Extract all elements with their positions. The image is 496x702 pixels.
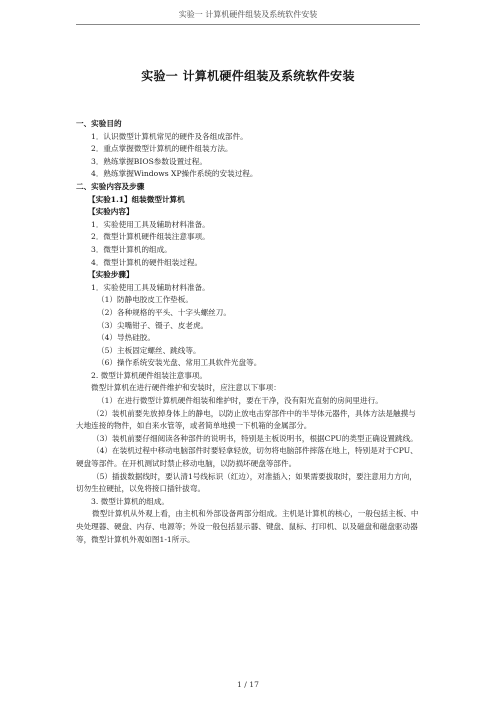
body-line: （2）装机前要先放掉身体上的静电，以防止放电击穿部件中的半导体元器件，具体方法是触摸与大地连接的物件，如自来水管等，或者简单地摸一下机箱的金属部分。 bbox=[76, 408, 416, 431]
subsection-heading: 【实验步骤】 bbox=[88, 270, 134, 280]
body-line: （5）主板固定螺丝、跳线等。 bbox=[97, 345, 201, 355]
section-heading: 一、实验目的 bbox=[76, 119, 122, 128]
subsection-heading: 【实验1.1】组装微型计算机 bbox=[88, 194, 185, 204]
body-line: 微型计算机从外观上看，由主机和外部设备两部分组成。主机是计算机的核心，一般包括主板、中央处理器、硬盘、内存、电源等；外设一般包括显示器、键盘、鼠标、打印机、以及磁盘和磁盘驱动器等，微型计算机外观如图1-1所示。 bbox=[76, 509, 419, 544]
body-line: （3）装机前要仔细阅读各种部件的说明书，特别是主板说明书，根据CPU的类型正确设置跳线。 bbox=[92, 433, 418, 443]
body-line: 4．微型计算机的硬件组装过程。 bbox=[91, 257, 203, 267]
body-line: 1．认识微型计算机常见的硬件及各组成部件。 bbox=[91, 131, 248, 141]
page-title: 实验一 计算机硬件组装及系统软件安装 bbox=[141, 69, 355, 83]
body-line: （2）各种规格的平头、十字头螺丝刀。 bbox=[97, 307, 231, 317]
body-line: （5）插拔数据线时，要认清1号线标识（红边），对准插入；如果需要拔取时，要注意用力方向，切勿生拉硬扯，以免将接口插针拔弯。 bbox=[76, 471, 417, 494]
body-line: 2．微型计算机硬件组装注意事项。 bbox=[91, 232, 210, 242]
body-line: 2. 微型计算机硬件组装注意事项。 bbox=[91, 370, 207, 380]
body-line: （4）导热硅胶。 bbox=[97, 333, 155, 343]
body-line: 2．重点掌握微型计算机的硬件组装方法。 bbox=[91, 144, 233, 154]
page-number: 1 / 17 bbox=[237, 680, 259, 689]
body-line: （1）在进行微型计算机硬件组装和维护时，要在干净，没有阳光直射的房间里进行。 bbox=[97, 396, 383, 406]
body-line: 3. 微型计算机的组成。 bbox=[91, 496, 170, 506]
body-line: （6）操作系统安装光盘、常用工具软件光盘等。 bbox=[97, 358, 262, 368]
body-line: （4）在装机过程中移动电脑部件时要轻拿轻放，切勿将电脑部件摔落在地上，特别是对于CPU、硬盘等部件。在开机测试时禁止移动电脑，以防损坏硬盘等部件。 bbox=[76, 446, 418, 469]
body-line: 3．微型计算机的组成。 bbox=[91, 244, 172, 254]
header-rule bbox=[76, 24, 420, 25]
body-line: 1．实验使用工具及辅助材料准备。 bbox=[91, 282, 210, 292]
section-heading: 二、实验内容及步骤 bbox=[76, 181, 145, 191]
body-line: 微型计算机在进行硬件维护和安装时，应注意以下事项： bbox=[91, 383, 281, 393]
body-line: 4．熟练掌握Windows XP操作系统的安装过程。 bbox=[91, 169, 258, 179]
body-line: （3）尖嘴钳子、镊子、皮老虎。 bbox=[97, 320, 209, 330]
body-line: （1）防静电胶皮工作垫板。 bbox=[97, 295, 193, 305]
document-body bbox=[76, 118, 422, 546]
running-header: 实验一 计算机硬件组装及系统软件安装 bbox=[178, 10, 318, 19]
subsection-heading: 【实验内容】 bbox=[88, 207, 134, 217]
body-line: 1．实验使用工具及辅助材料准备。 bbox=[91, 219, 210, 229]
body-line: 3．熟练掌握BIOS参数设置过程。 bbox=[91, 156, 207, 166]
